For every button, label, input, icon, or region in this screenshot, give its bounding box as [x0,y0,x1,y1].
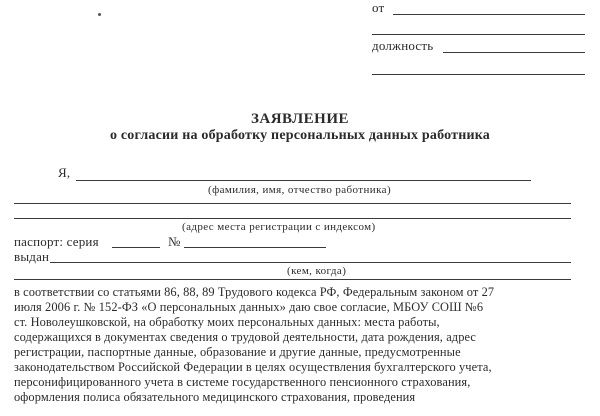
issued-line-2 [14,279,571,280]
body-line: регистрации, паспортные данные, образование и другие данные, предусмотренные [14,345,461,359]
address-line-2 [14,218,571,219]
issued-line-1 [50,262,571,263]
passport-number-sign: № [168,234,181,249]
name-field-line [76,180,531,181]
body-line: содержащихся в документах сведения о трудовой деятельности, дата рождения, адрес [14,330,477,344]
body-line: июля 2006 г. № 152-ФЗ «О персональных данных» даю свое согласие, МБОУ СОШ №6 [14,300,484,314]
passport-label: паспорт: серия [14,234,99,249]
body-line: законодательством Российской Федерации в целях осуществления бухгалтерского учета, [14,360,492,374]
body-line: в соответствии со статьями 86, 88, 89 Трудового кодекса РФ, Федеральным законом от 27 [14,285,495,299]
passport-series-line [112,247,160,248]
from-field-line [393,14,585,15]
address-line-1 [14,203,571,204]
position-field-line [443,52,585,53]
name-caption: (фамилия, имя, отчество работника) [208,184,392,196]
from-label: от [372,0,385,15]
position-label: должность [372,38,434,53]
body-line: персонифицированного учета в системе государственного пенсионного страхования, [14,375,471,389]
stray-mark [98,13,101,16]
issued-label: выдан [14,249,50,264]
document-title: ЗАЯВЛЕНИЕ [250,111,350,127]
header-blank-line-2 [372,74,585,75]
body-line: ст. Новолеушковской, на обработку моих персональных данных: места работы, [14,315,440,329]
header-blank-line [372,34,585,35]
address-caption: (адрес места регистрации с индексом) [182,221,376,233]
issued-caption: (кем, когда) [287,265,347,277]
passport-number-line [184,247,326,248]
document-subtitle: о согласии на обработку персональных данных работника [109,128,491,143]
i-label: Я, [58,165,71,180]
body-line: оформления полиса обязательного медицинского страхования, проведения [14,390,416,404]
